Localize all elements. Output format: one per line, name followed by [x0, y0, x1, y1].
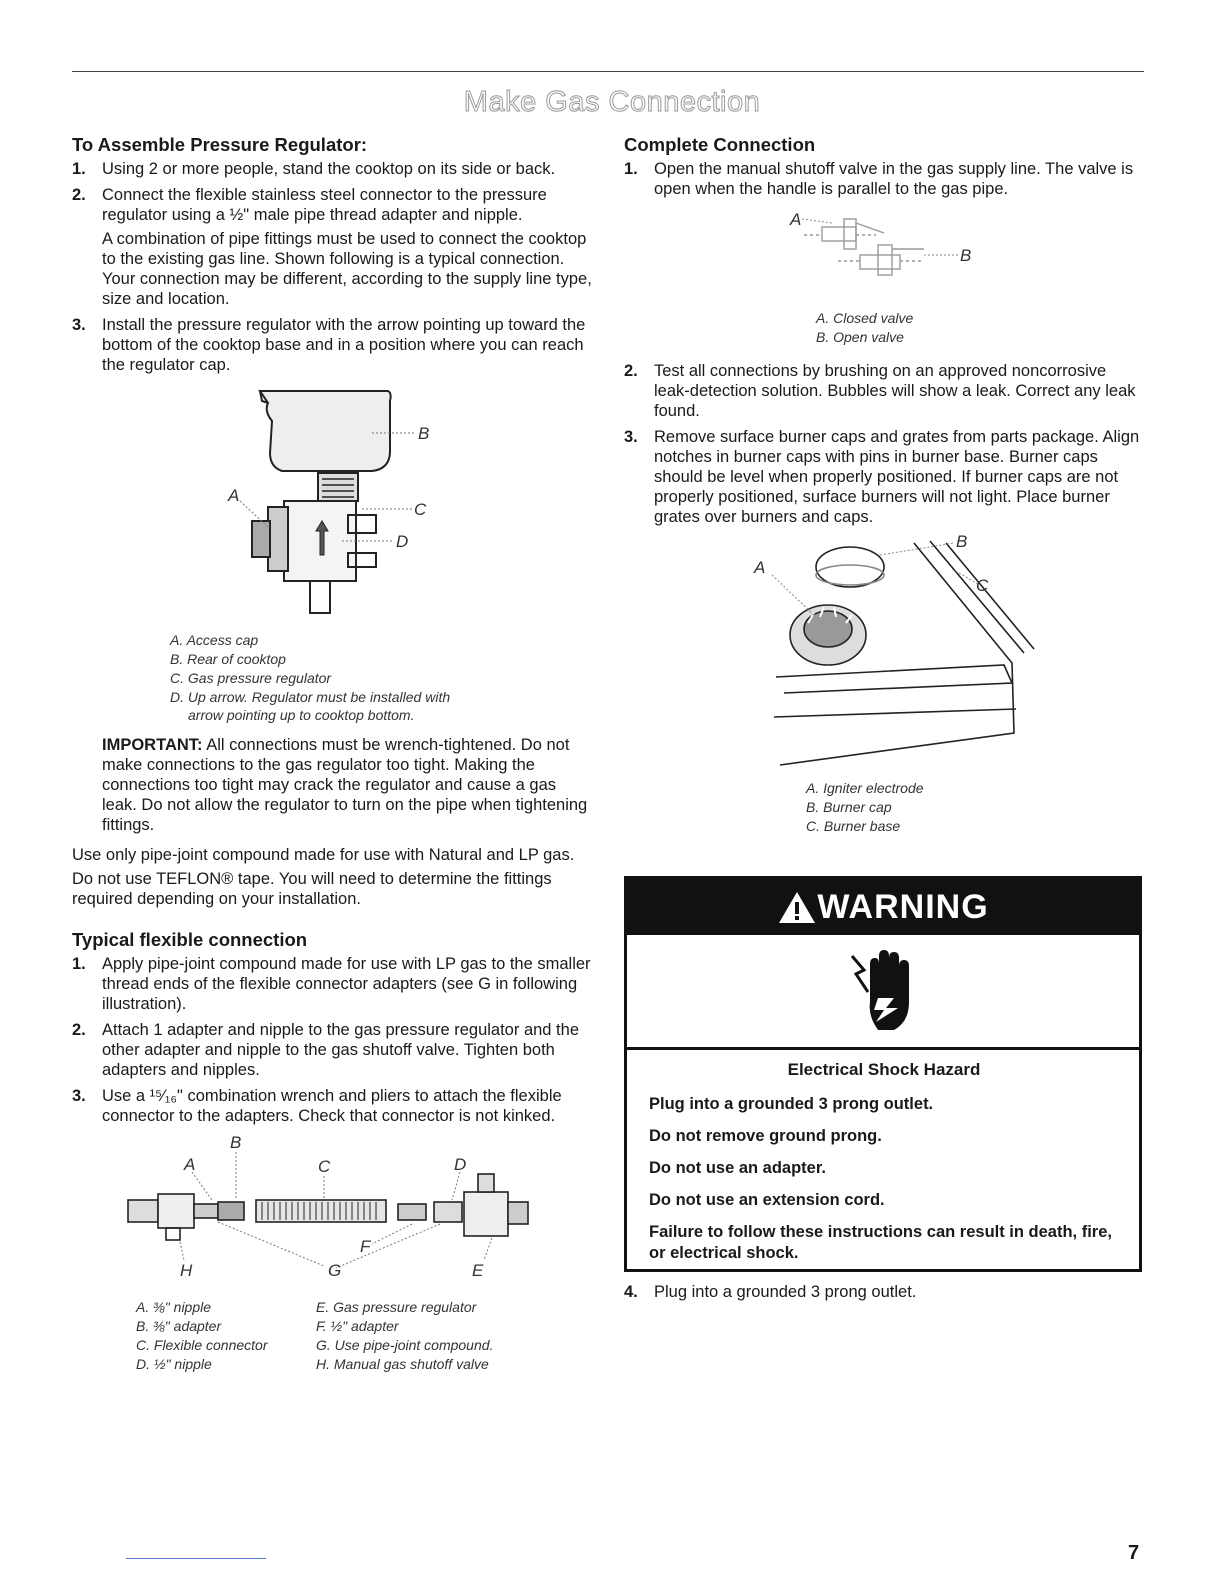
- valve-illustration: [624, 205, 1144, 301]
- warning-icon-area: [627, 935, 1139, 1050]
- step-number: 1.: [624, 160, 638, 178]
- label-d: D: [454, 1155, 467, 1174]
- flex-step-2: [72, 1020, 592, 1080]
- caption-line: B. Rear of cooktop: [170, 651, 286, 667]
- warning-item: Do not use an extension cord.: [649, 1191, 885, 1209]
- step-number: 4.: [624, 1283, 638, 1301]
- regulator-illustration: [72, 381, 592, 621]
- step-number: 2.: [72, 1021, 86, 1039]
- important-label: IMPORTANT:: [102, 736, 203, 754]
- caption-line: H. Manual gas shutoff valve: [316, 1356, 489, 1372]
- step-text: Plug into a grounded 3 prong outlet.: [654, 1283, 917, 1301]
- warning-title: WARNING: [817, 887, 989, 926]
- caption-line: F. ½" adapter: [316, 1318, 399, 1334]
- caption-line: D. Up arrow. Regulator must be installed with: [170, 689, 451, 705]
- label-a: A: [754, 558, 766, 577]
- regulator-caption: [170, 631, 592, 723]
- caption-line: B. Burner cap: [806, 799, 892, 815]
- valve-caption: [816, 309, 1144, 347]
- caption-line: E. Gas pressure regulator: [316, 1299, 477, 1315]
- label-a: A: [228, 486, 240, 505]
- caption-line: C. Burner base: [806, 818, 901, 834]
- step-text: Using 2 or more people, stand the cooktop on its side or back.: [102, 160, 556, 178]
- label-b: B: [230, 1133, 242, 1152]
- step-text: Install the pressure regulator with the arrow pointing up toward the bottom of the cooktop base and in a position where you can reach the regulator cap.: [102, 316, 586, 374]
- caption-line: A. ⅜" nipple: [136, 1299, 212, 1315]
- flex-step-3: [72, 1086, 592, 1126]
- label-c: C: [414, 500, 427, 519]
- caption-line: B. ⅜" adapter: [136, 1318, 222, 1334]
- label-b: B: [960, 246, 972, 265]
- flex-caption-right: [316, 1298, 493, 1374]
- label-b: B: [956, 533, 968, 551]
- warning-triangle-icon: [777, 889, 817, 925]
- teflon-note: Do not use TEFLON® tape. You will need to determine the fittings required depending on your installation.: [72, 870, 552, 908]
- burner-caption: [806, 779, 1144, 836]
- compound-note: Use only pipe-joint compound made for use with Natural and LP gas.: [72, 846, 575, 864]
- complete-step-4: [624, 1282, 1144, 1302]
- caption-line: A. Igniter electrode: [806, 780, 924, 796]
- step-text: Test all connections by brushing on an approved noncorrosive leak-detection solution. Bubbles will show a leak. Correct any leak found.: [654, 362, 1136, 420]
- footer-line: [126, 1558, 266, 1559]
- page-number: 7: [1128, 1542, 1140, 1564]
- step-text: Connect the flexible stainless steel connector to the pressure regulator using a ½" male pipe thread adapter and nipple.: [102, 186, 547, 224]
- complete-step-3: [624, 427, 1144, 527]
- warning-header: [627, 879, 1139, 935]
- step-number: 1.: [72, 955, 86, 973]
- warning-item: Do not use an adapter.: [649, 1159, 826, 1177]
- flex-step-1: [72, 954, 592, 1014]
- left-column: [72, 134, 592, 1374]
- label-c: C: [976, 576, 989, 595]
- label-c: C: [318, 1157, 331, 1176]
- step-number: 3.: [72, 1087, 86, 1105]
- label-e: E: [472, 1261, 484, 1280]
- step-text: Use a ¹⁵⁄₁₆" combination wrench and pliers to attach the flexible connector to the adapters. Check that connector is not kinked.: [102, 1087, 562, 1125]
- assemble-step-1: [72, 159, 592, 179]
- assemble-heading: To Assemble Pressure Regulator:: [72, 134, 368, 155]
- caption-line: D. ½" nipple: [136, 1356, 212, 1372]
- flex-connection-illustration: [72, 1132, 592, 1292]
- step-number: 3.: [72, 316, 86, 334]
- complete-step-2: [624, 361, 1144, 421]
- label-a: A: [790, 210, 802, 229]
- step-text: Open the manual shutoff valve in the gas supply line. The valve is open when the handle is parallel to the gas pipe.: [654, 160, 1134, 198]
- label-a: A: [184, 1155, 196, 1174]
- flex-caption-left: [136, 1298, 316, 1374]
- flex-heading: Typical flexible connection: [72, 929, 308, 950]
- step-number: 3.: [624, 428, 638, 446]
- complete-step-1: [624, 159, 1144, 199]
- label-f: F: [360, 1237, 371, 1256]
- complete-heading: Complete Connection: [624, 134, 816, 155]
- step-text: Remove surface burner caps and grates from parts package. Align notches in burner caps with pins in burner base. Burner caps should be level when properly positioned. If burner caps are not properly positioned, surface burners will not light. Place burner grates over burners and caps.: [654, 428, 1140, 526]
- top-rule: [72, 71, 1144, 72]
- warning-box: [624, 876, 1142, 1272]
- step-number: 2.: [72, 186, 86, 204]
- important-text: All connections must be wrench-tightened. Do not make connections to the gas regulator too tight. Making the connections too tight may crack the regulator and cause a gas leak. Do not allow the regulator to turn on the pipe when tightening fittings.: [102, 736, 588, 834]
- caption-line: arrow pointing up to cooktop bottom.: [188, 707, 415, 723]
- caption-line: C. Flexible connector: [136, 1337, 268, 1353]
- fittings-paragraph: A combination of pipe fittings must be used to connect the cooktop to the existing gas line. Shown following is a typical connection. Your connection may be different, according to the supply line type, size and location.: [102, 230, 592, 308]
- step-number: 2.: [624, 362, 638, 380]
- caption-line: C. Gas pressure regulator: [170, 670, 332, 686]
- electric-shock-hand-icon: [848, 946, 918, 1036]
- label-d: D: [396, 532, 409, 551]
- warning-item: Plug into a grounded 3 prong outlet.: [649, 1095, 934, 1113]
- right-column: [624, 134, 1144, 836]
- important-note: [102, 735, 592, 835]
- warning-hazard: Electrical Shock Hazard: [787, 1060, 981, 1079]
- caption-line: A. Access cap: [170, 632, 259, 648]
- warning-body: [627, 1050, 1139, 1264]
- label-h: H: [180, 1261, 193, 1280]
- caption-line: B. Open valve: [816, 329, 904, 345]
- assemble-step-2: [72, 185, 592, 225]
- burner-illustration: [624, 533, 1144, 769]
- label-b: B: [418, 424, 430, 443]
- warning-item: Do not remove ground prong.: [649, 1127, 882, 1145]
- assemble-step-3: [72, 315, 592, 375]
- step-text: Attach 1 adapter and nipple to the gas pressure regulator and the other adapter and nipple to the gas shutoff valve. Tighten both adapters and nipples.: [102, 1021, 579, 1079]
- step-number: 1.: [72, 160, 86, 178]
- caption-line: G. Use pipe-joint compound.: [316, 1337, 494, 1353]
- page-title: Make Gas Connection: [463, 86, 761, 118]
- flex-caption: [136, 1298, 592, 1374]
- step-text: Apply pipe-joint compound made for use with LP gas to the smaller thread ends of the flexible connector adapters (see G in following illustration).: [102, 955, 591, 1013]
- warning-item: Failure to follow these instructions can result in death, fire, or electrical shock.: [649, 1223, 1112, 1262]
- label-g: G: [328, 1261, 342, 1280]
- caption-line: A. Closed valve: [816, 310, 914, 326]
